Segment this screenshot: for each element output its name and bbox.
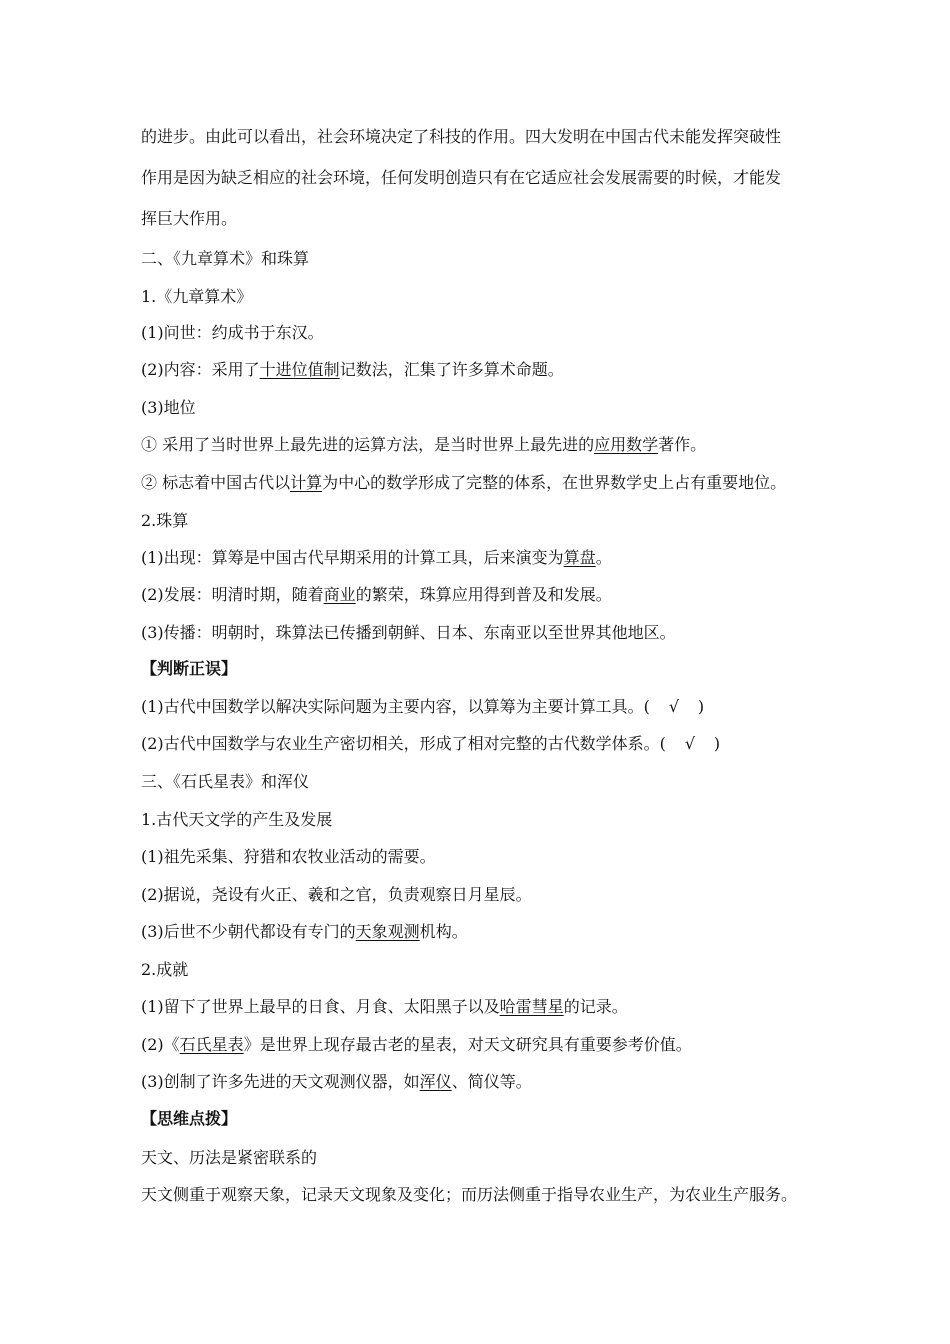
section-2-p2 xyxy=(141,360,564,380)
answer-underline: 浑仪 xyxy=(419,1072,452,1091)
text: (1)出现：算筹是中国古代早期采用的计算工具，后来演变为 xyxy=(141,548,564,567)
text: 机构。 xyxy=(419,922,468,941)
judge-heading: 【判断正误】 xyxy=(141,659,238,678)
section-3-sub-2: 2.成就 xyxy=(141,960,189,979)
think-line-2: 天文侧重于观察天象，记录天文现象及变化；而历法侧重于指导农业生产，为农业生产服务。 xyxy=(141,1185,798,1204)
answer-underline: 计算 xyxy=(290,473,323,492)
checkmark: √ xyxy=(684,734,696,753)
text: 为中心的数学形成了完整的体系，在世界数学史上占有重要地位。 xyxy=(322,473,787,492)
text: 、简仪等。 xyxy=(451,1072,532,1091)
text: 。 xyxy=(595,548,612,567)
section-2-p1: (1)问世：约成书于东汉。 xyxy=(141,323,324,342)
answer-underline: 十进位值制 xyxy=(259,360,340,379)
section-3-sub-1: 1.古代天文学的产生及发展 xyxy=(141,810,333,829)
section-2-p3: (3)地位 xyxy=(141,398,196,417)
section-2-sub-1: 1.《九章算术》 xyxy=(141,287,253,306)
intro-line-3: 挥巨大作用。 xyxy=(141,209,238,228)
answer-underline: 算盘 xyxy=(563,548,596,567)
text: (3)创制了许多先进的天文观测仪器，如 xyxy=(141,1072,420,1091)
text: (2)古代中国数学与农业生产密切相关，形成了相对完整的古代数学体系。( xyxy=(141,734,666,753)
text: 的繁荣，珠算应用得到普及和发展。 xyxy=(355,585,612,604)
text: ① 采用了当时世界上最先进的运算方法，是当时世界上最先进的 xyxy=(141,435,595,454)
section-3-p1: (1)祖先采集、狩猎和农牧业活动的需要。 xyxy=(141,847,436,866)
answer-underline: 天象观测 xyxy=(355,922,420,941)
answer-underline: 石氏星表 xyxy=(179,1035,244,1054)
text: (1)古代中国数学以解决实际问题为主要内容，以算筹为主要计算工具。( xyxy=(141,697,650,716)
judge-item-1 xyxy=(141,697,704,717)
text: (3)后世不少朝代都设有专门的 xyxy=(141,922,356,941)
section-2-q1 xyxy=(141,548,612,568)
checkmark: √ xyxy=(668,697,680,716)
section-3-q3 xyxy=(141,1072,532,1092)
text: (2)《 xyxy=(141,1035,180,1054)
think-line-1: 天文、历法是紧密联系的 xyxy=(141,1148,318,1167)
section-2-p4 xyxy=(141,435,706,455)
text: 著作。 xyxy=(658,435,707,454)
section-3-p2: (2)据说，尧设有火正、羲和之官，负责观察日月星辰。 xyxy=(141,885,532,904)
section-2-heading: 二、《九章算术》和珠算 xyxy=(141,249,310,268)
section-3-heading: 三、《石氏星表》和浑仪 xyxy=(141,772,310,791)
section-2-q3: (3)传播：明朝时，珠算法已传播到朝鲜、日本、东南亚以至世界其他地区。 xyxy=(141,623,676,642)
section-2-sub-2: 2.珠算 xyxy=(141,511,189,530)
intro-line-2: 作用是因为缺乏相应的社会环境，任何发明创造只有在它适应社会发展需要的时候，才能发 xyxy=(141,168,782,187)
section-2-p5 xyxy=(141,473,786,493)
text: ) xyxy=(713,734,721,753)
text: ② 标志着中国古代以 xyxy=(141,473,291,492)
text: 》是世界上现存最古老的星表，对天文研究具有重要参考价值。 xyxy=(243,1035,692,1054)
text: ) xyxy=(697,697,705,716)
text: (2)内容：采用了 xyxy=(141,360,260,379)
answer-underline: 商业 xyxy=(323,585,356,604)
answer-underline: 哈雷彗星 xyxy=(499,997,564,1016)
judge-item-2 xyxy=(141,734,720,754)
section-3-q1 xyxy=(141,997,628,1017)
text: (1)留下了世界上最早的日食、月食、太阳黑子以及 xyxy=(141,997,500,1016)
section-3-q2 xyxy=(141,1035,692,1055)
section-2-q2 xyxy=(141,585,612,605)
intro-line-1: 的进步。由此可以看出，社会环境决定了科技的作用。四大发明在中国古代未能发挥突破性 xyxy=(141,127,782,146)
text: 记数法，汇集了许多算术命题。 xyxy=(339,360,564,379)
section-3-p3 xyxy=(141,922,468,942)
answer-underline: 应用数学 xyxy=(594,435,659,454)
text: 的记录。 xyxy=(563,997,628,1016)
think-heading: 【思维点拨】 xyxy=(141,1109,238,1128)
text: (2)发展：明清时期，随着 xyxy=(141,585,324,604)
